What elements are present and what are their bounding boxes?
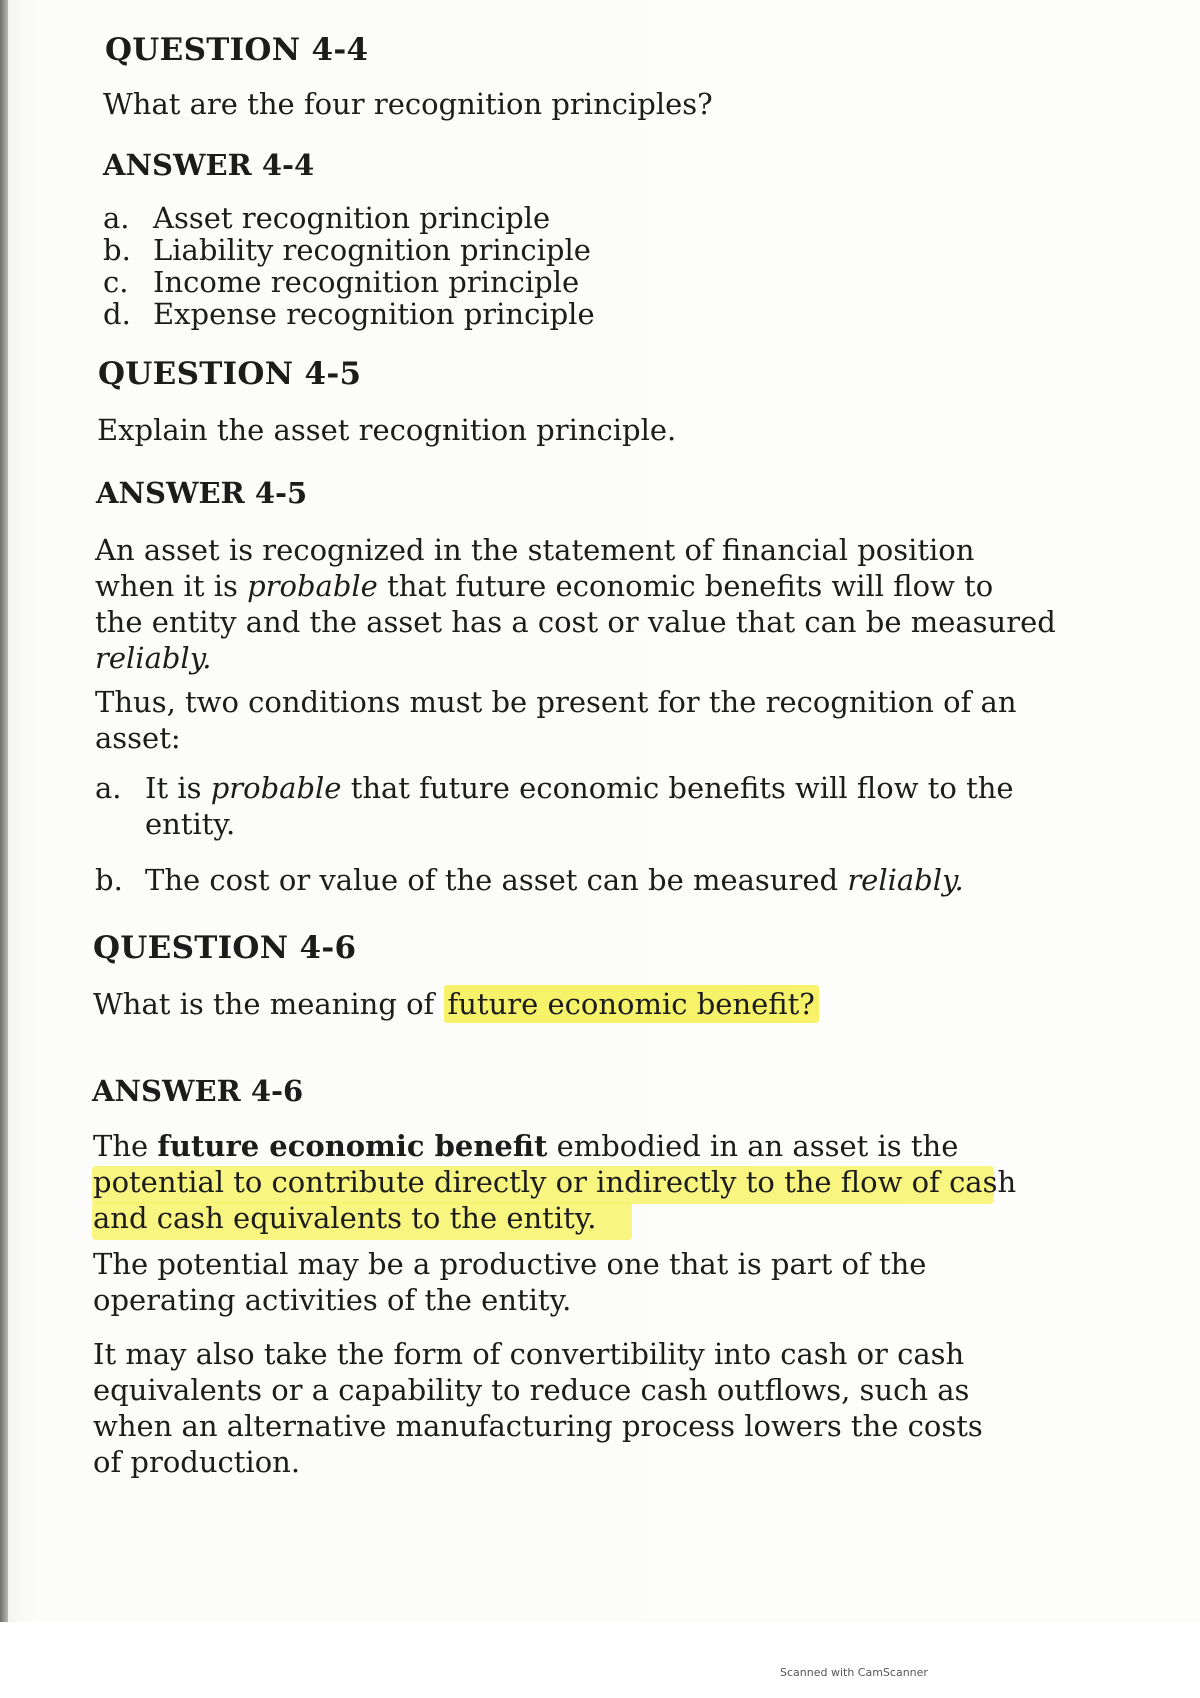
- paragraph-line: when it is probable that future economic benefits will flow to: [95, 569, 994, 603]
- answer-4-6-paragraph-3: [93, 1336, 983, 1480]
- paragraph-line: The potential may be a productive one that is part of the: [93, 1247, 927, 1281]
- paragraph-line: and cash equivalents to the entity.: [93, 1201, 597, 1235]
- list-marker: a.: [95, 771, 122, 805]
- paragraph-line: asset:: [95, 721, 181, 755]
- question-4-4-heading: QUESTION 4-4: [105, 32, 369, 68]
- emphasis-probable: probable: [210, 771, 342, 805]
- list-item-text: Expense recognition principle: [153, 297, 595, 331]
- paragraph-line: [95, 640, 1056, 676]
- answer-4-4-item-a: [103, 200, 550, 236]
- question-4-5-heading: QUESTION 4-5: [98, 356, 362, 392]
- paragraph-line: when an alternative manufacturing process lowers the costs: [93, 1409, 983, 1443]
- list-item-text: Income recognition principle: [153, 265, 580, 299]
- list-item-text: Asset recognition principle: [153, 201, 551, 235]
- answer-4-4-heading: ANSWER 4-4: [103, 148, 315, 182]
- question-4-6-heading: QUESTION 4-6: [93, 930, 357, 966]
- list-marker: b.: [103, 233, 131, 267]
- scanner-watermark: Scanned with CamScanner: [780, 1666, 928, 1679]
- paragraph-line: The future economic benefit embodied in an asset is the: [93, 1129, 959, 1163]
- emphasis-reliably: reliably.: [95, 641, 212, 675]
- paragraph-line: An asset is recognized in the statement of financial position: [95, 533, 975, 567]
- question-4-5-text: Explain the asset recognition principle.: [97, 413, 677, 447]
- list-item-continuation: entity.: [145, 807, 236, 841]
- list-marker: c.: [103, 265, 129, 299]
- list-marker: d.: [103, 297, 131, 331]
- list-item-text: Liability recognition principle: [153, 233, 591, 267]
- paragraph-line: the entity and the asset has a cost or value that can be measured: [95, 605, 1056, 639]
- question-4-4-text: What are the four recognition principles?: [103, 87, 713, 121]
- answer-4-5-condition-a: a. It is probable that future economic benefits will flow to the entity.: [95, 771, 1014, 841]
- paragraph-line: Thus, two conditions must be present for the recognition of an: [95, 685, 1017, 719]
- page-binding-edge: [0, 0, 8, 1698]
- answer-4-5-condition-b: b. The cost or value of the asset can be measured reliably.: [95, 863, 964, 897]
- paragraph-line: It may also take the form of convertibility into cash or cash: [93, 1337, 965, 1371]
- question-4-6-text: What is the meaning of future economic benefit?: [93, 986, 819, 1022]
- answer-4-4-item-c: [103, 264, 579, 300]
- answer-4-6-paragraph-1: [93, 1128, 1016, 1236]
- list-marker: b.: [95, 863, 123, 897]
- answer-4-6-heading: ANSWER 4-6: [92, 1074, 304, 1108]
- answer-4-4-item-b: [103, 232, 591, 268]
- paragraph-line: potential to contribute directly or indirectly to the flow of cash: [93, 1165, 1017, 1199]
- page-bottom-margin: [0, 1622, 1200, 1698]
- paragraph-line: operating activities of the entity.: [93, 1283, 572, 1317]
- emphasis-probable: probable: [247, 569, 378, 603]
- list-marker: a.: [103, 201, 130, 235]
- answer-4-5-paragraph-1: [95, 532, 1056, 676]
- paragraph-line: of production.: [93, 1445, 301, 1479]
- highlighted-phrase: future economic benefit?: [444, 985, 819, 1023]
- answer-4-5-heading: ANSWER 4-5: [96, 476, 308, 510]
- emphasis-reliably: reliably.: [847, 863, 964, 897]
- answer-4-5-paragraph-2: [95, 684, 1017, 756]
- bold-term: future economic benefit: [157, 1129, 548, 1163]
- answer-4-4-item-d: [103, 296, 595, 332]
- answer-4-6-paragraph-2: [93, 1246, 926, 1318]
- paragraph-line: equivalents or a capability to reduce cash outflows, such as: [93, 1373, 970, 1407]
